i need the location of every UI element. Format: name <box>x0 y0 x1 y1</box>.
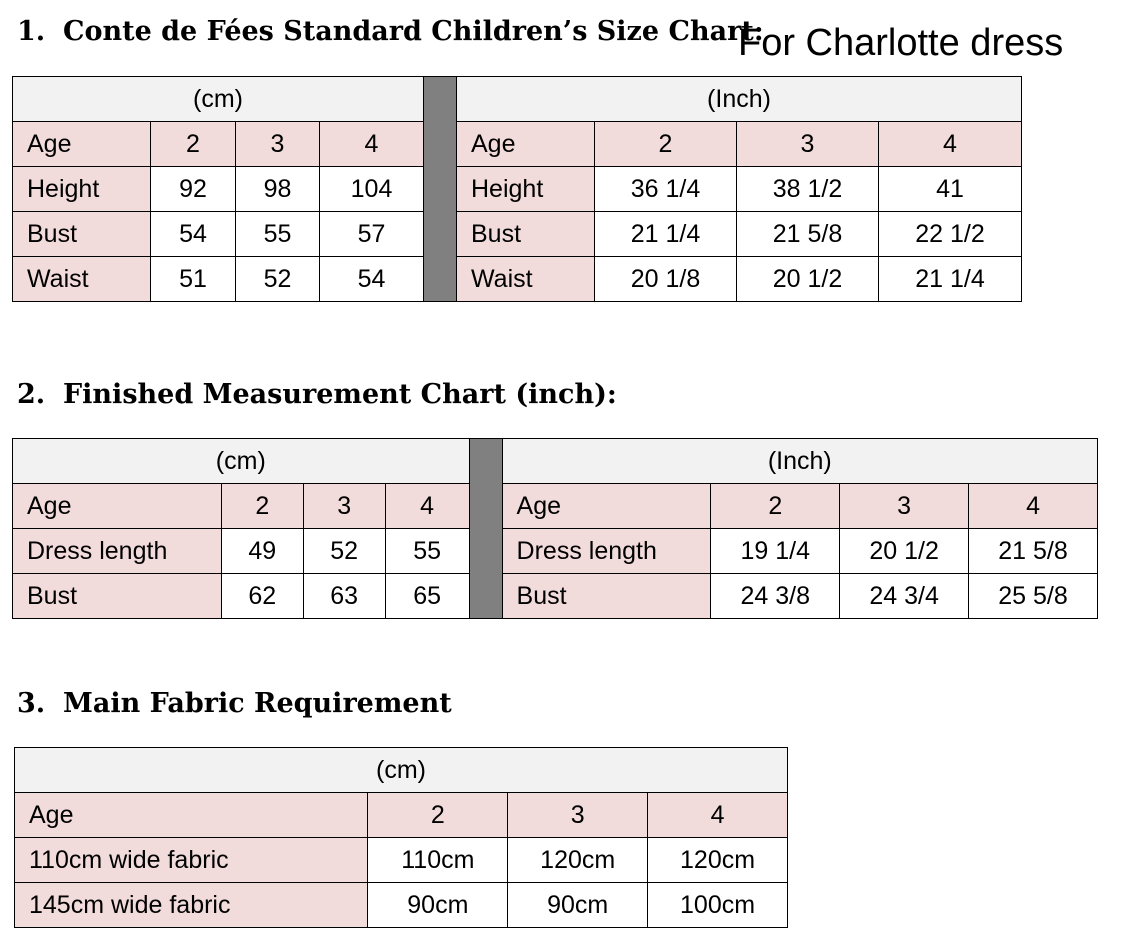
inch-value: 20 1/2 <box>840 529 969 574</box>
section-3-number: 3. <box>17 688 46 719</box>
inch-value: 20 1/8 <box>595 257 737 302</box>
cm-value: 3 <box>508 793 648 838</box>
row-label: Bust <box>457 212 595 257</box>
inch-value: 24 3/4 <box>840 574 969 619</box>
inch-value: 41 <box>879 167 1022 212</box>
column-separator <box>424 77 457 302</box>
section-3-title: Main Fabric Requirement <box>63 688 452 719</box>
cm-value: 4 <box>320 122 424 167</box>
cm-value: 55 <box>385 529 469 574</box>
cm-value: 54 <box>151 212 236 257</box>
inch-value: 2 <box>595 122 737 167</box>
cm-value: 2 <box>221 484 303 529</box>
section-1-title: Conte de Fées Standard Children’s Size Chart: <box>63 16 764 47</box>
garment-note: For Charlotte dress <box>738 22 1064 64</box>
cm-value: 55 <box>236 212 320 257</box>
cm-value: 63 <box>303 574 385 619</box>
size-chart-table <box>12 76 1022 302</box>
cm-value: 57 <box>320 212 424 257</box>
cm-value: 62 <box>221 574 303 619</box>
cm-value: 3 <box>236 122 320 167</box>
table-row <box>13 167 1022 212</box>
table-row <box>13 574 1098 619</box>
table-row <box>13 257 1022 302</box>
row-label: Bust <box>13 574 222 619</box>
cm-value: 65 <box>385 574 469 619</box>
inch-value: 38 1/2 <box>737 167 879 212</box>
inch-value: 21 1/4 <box>595 212 737 257</box>
inch-value: 3 <box>737 122 879 167</box>
table-row <box>15 838 788 883</box>
cm-value: 120cm <box>648 838 788 883</box>
inch-value: 25 5/8 <box>969 574 1098 619</box>
row-label: Height <box>13 167 151 212</box>
row-label: Bust <box>502 574 711 619</box>
section-1-heading <box>17 16 764 47</box>
table-row <box>13 122 1022 167</box>
inch-value: 19 1/4 <box>711 529 840 574</box>
row-label: Age <box>15 793 368 838</box>
fabric-requirement-table <box>14 747 788 928</box>
cm-unit-header: (cm) <box>15 748 788 793</box>
section-3-heading <box>17 688 452 719</box>
cm-value: 104 <box>320 167 424 212</box>
row-label: Age <box>457 122 595 167</box>
row-label: Bust <box>13 212 151 257</box>
section-2-heading <box>17 379 617 410</box>
row-label: 110cm wide fabric <box>15 838 368 883</box>
cm-value: 90cm <box>508 883 648 928</box>
table-row <box>13 529 1098 574</box>
table-row <box>15 793 788 838</box>
row-label: Dress length <box>502 529 711 574</box>
row-label: Dress length <box>13 529 222 574</box>
section-2-title: Finished Measurement Chart (inch): <box>63 379 617 410</box>
cm-value: 90cm <box>368 883 508 928</box>
table-row <box>13 484 1098 529</box>
inch-value: 4 <box>879 122 1022 167</box>
cm-value: 120cm <box>508 838 648 883</box>
finished-measurement-table <box>12 438 1098 619</box>
cm-value: 3 <box>303 484 385 529</box>
section-2-number: 2. <box>17 379 46 410</box>
inch-value: 21 5/8 <box>969 529 1098 574</box>
cm-value: 54 <box>320 257 424 302</box>
row-label: Age <box>13 122 151 167</box>
cm-value: 98 <box>236 167 320 212</box>
inch-value: 2 <box>711 484 840 529</box>
inch-value: 3 <box>840 484 969 529</box>
inch-value: 36 1/4 <box>595 167 737 212</box>
cm-value: 4 <box>385 484 469 529</box>
inch-value: 20 1/2 <box>737 257 879 302</box>
cm-value: 4 <box>648 793 788 838</box>
row-label: Age <box>502 484 711 529</box>
cm-value: 100cm <box>648 883 788 928</box>
column-separator <box>469 439 502 619</box>
cm-value: 2 <box>151 122 236 167</box>
cm-value: 52 <box>303 529 385 574</box>
inch-unit-header: (Inch) <box>457 77 1022 122</box>
cm-value: 110cm <box>368 838 508 883</box>
row-label: Waist <box>13 257 151 302</box>
table-row <box>15 883 788 928</box>
cm-value: 52 <box>236 257 320 302</box>
cm-value: 49 <box>221 529 303 574</box>
cm-value: 2 <box>368 793 508 838</box>
row-label: 145cm wide fabric <box>15 883 368 928</box>
section-1-number: 1. <box>17 16 46 47</box>
inch-value: 21 1/4 <box>879 257 1022 302</box>
row-label: Age <box>13 484 222 529</box>
inch-value: 4 <box>969 484 1098 529</box>
cm-value: 92 <box>151 167 236 212</box>
row-label: Waist <box>457 257 595 302</box>
inch-value: 21 5/8 <box>737 212 879 257</box>
cm-value: 51 <box>151 257 236 302</box>
inch-unit-header: (Inch) <box>502 439 1097 484</box>
cm-unit-header: (cm) <box>13 77 424 122</box>
row-label: Height <box>457 167 595 212</box>
inch-value: 22 1/2 <box>879 212 1022 257</box>
table-row <box>13 212 1022 257</box>
inch-value: 24 3/8 <box>711 574 840 619</box>
cm-unit-header: (cm) <box>13 439 470 484</box>
